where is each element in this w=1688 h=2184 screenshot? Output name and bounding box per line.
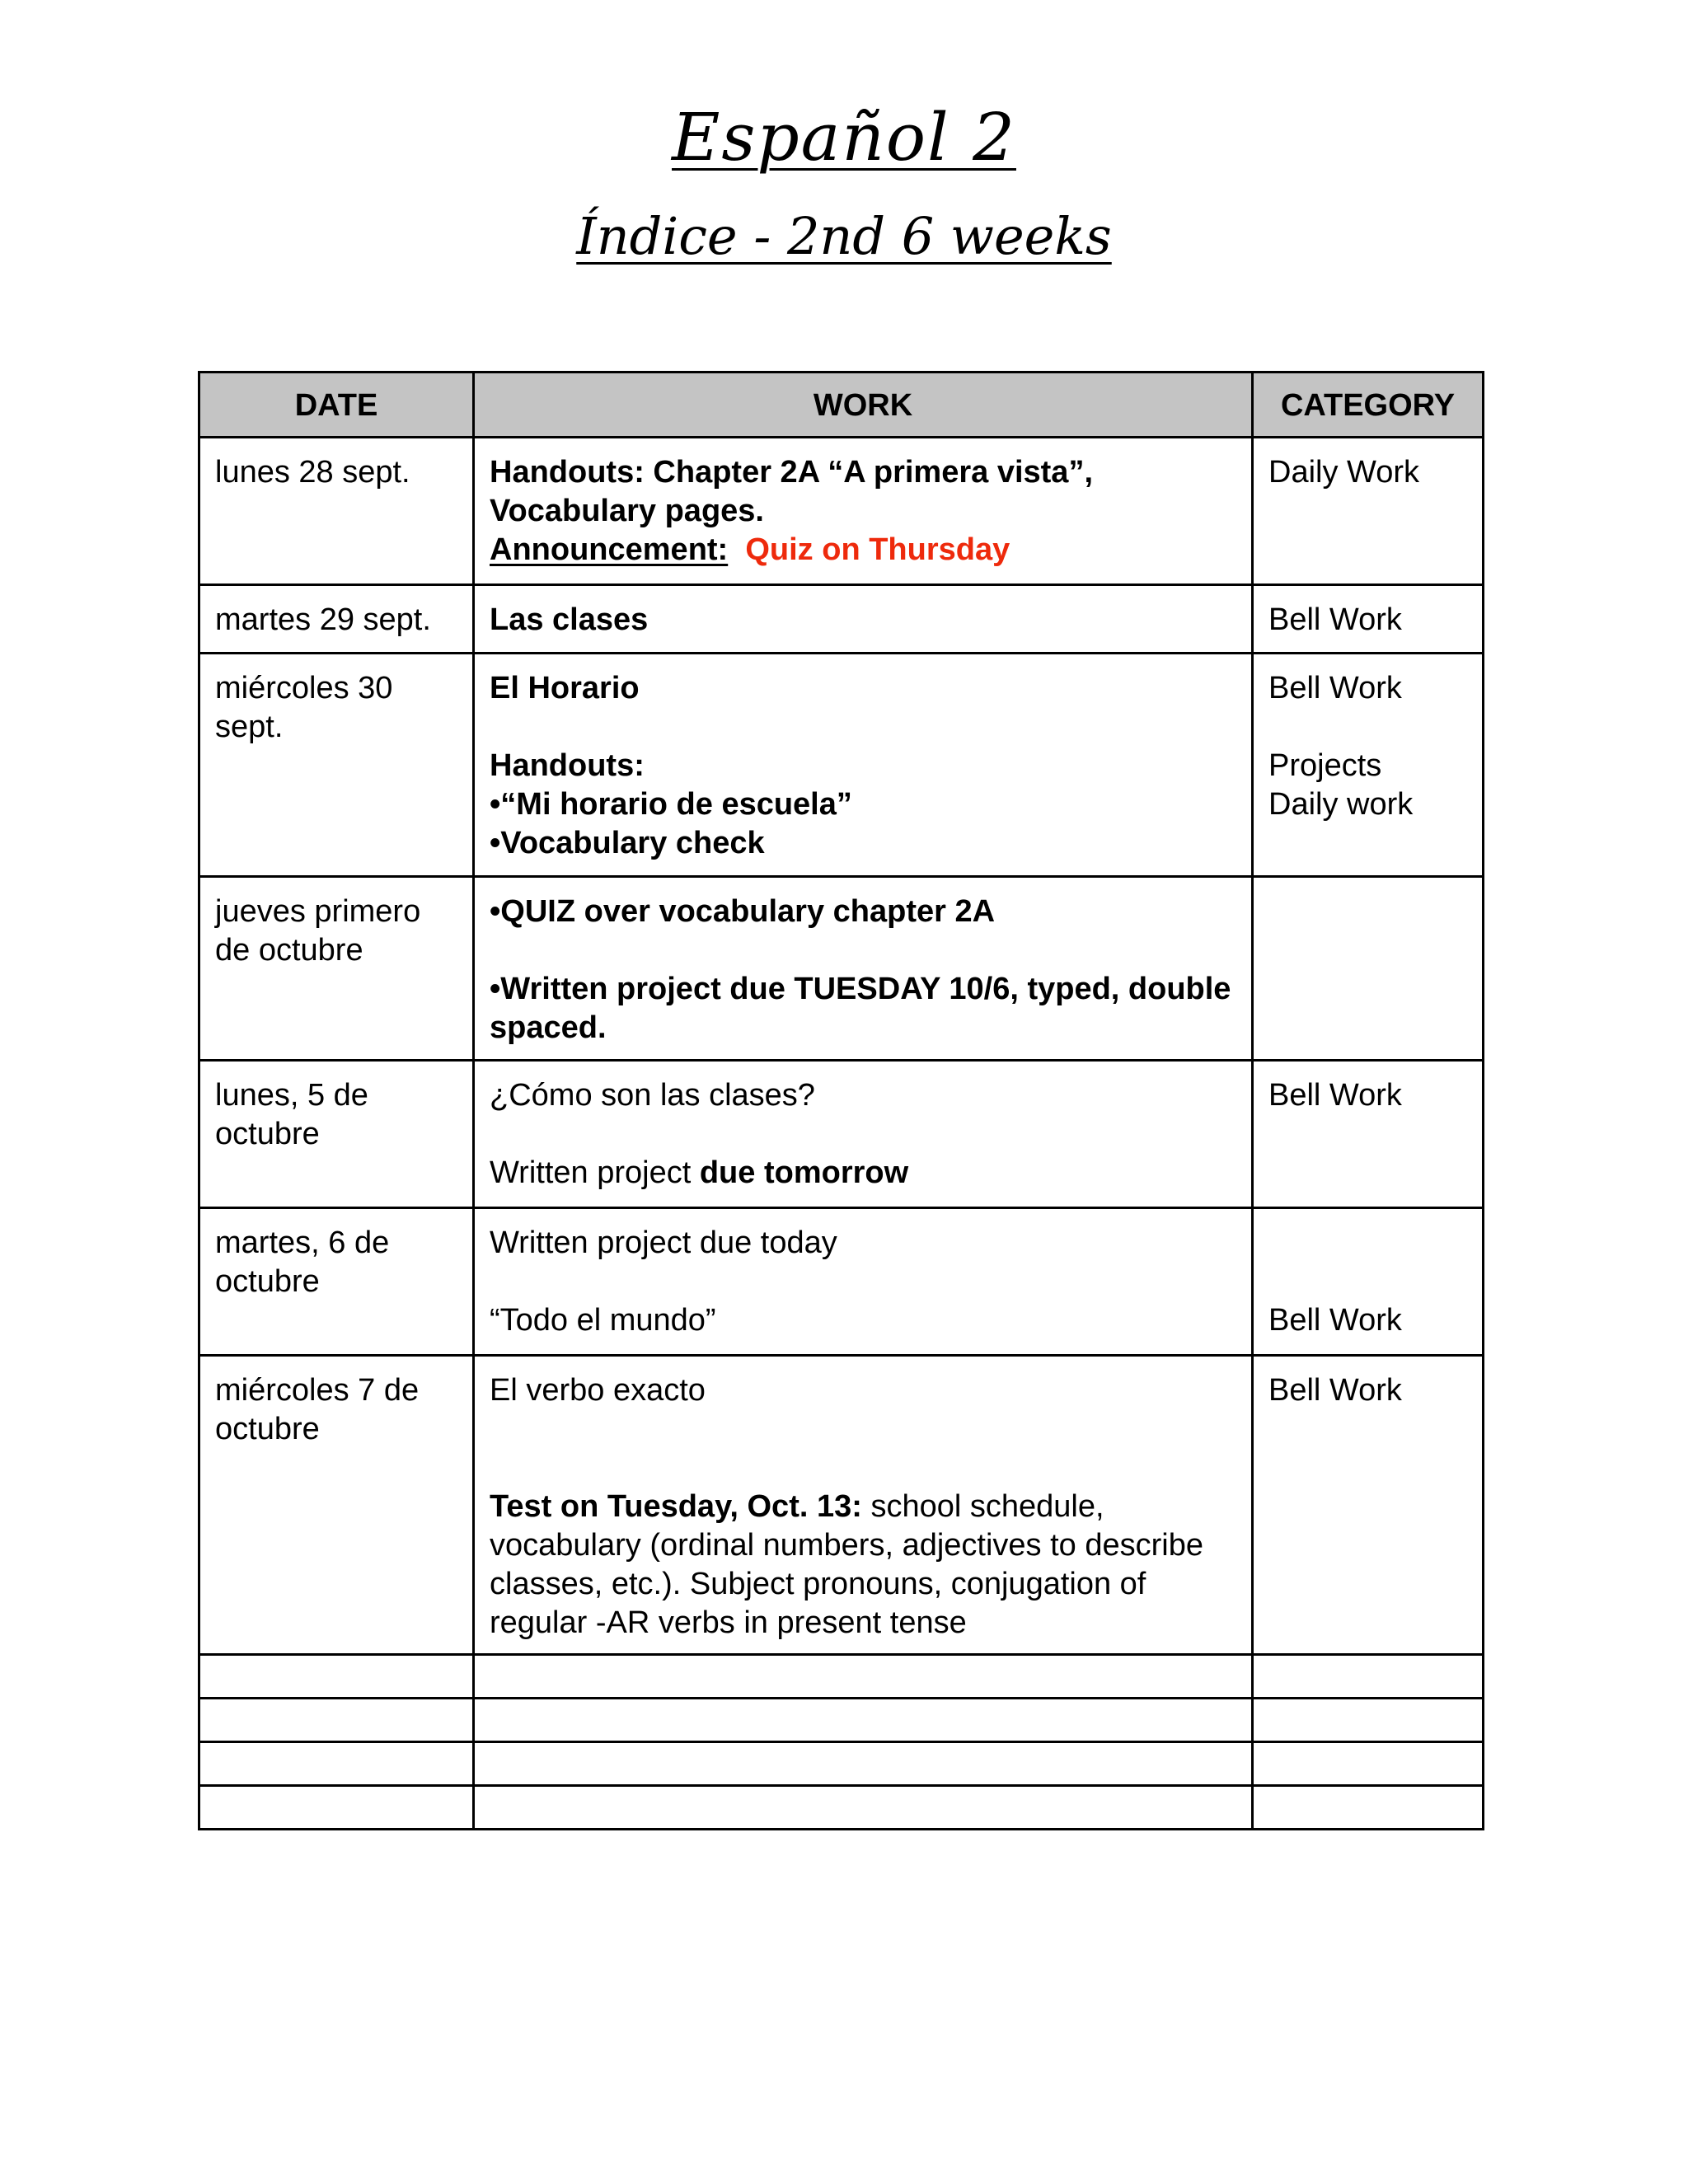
- date-cell: jueves primero de octubre: [199, 877, 474, 1061]
- index-table: [198, 371, 1484, 1830]
- table-row: [199, 585, 1484, 654]
- work-cell: [474, 1061, 1253, 1208]
- header-category: CATEGORY: [1253, 373, 1484, 438]
- work-text: •QUIZ over vocabulary chapter 2A: [490, 894, 996, 929]
- spacer: [490, 1410, 1236, 1488]
- date-cell: miércoles 30 sept.: [199, 654, 474, 877]
- empty-cell: [199, 1786, 474, 1830]
- empty-cell: [199, 1655, 474, 1699]
- spacer: [490, 931, 1236, 970]
- test-note: [490, 1488, 1236, 1643]
- test-text: school schedule, vocabulary (ordinal numbers, adjectives to describe classes, etc.). Subject pronouns, conjugation of regular -AR verbs in present tense: [490, 1489, 1203, 1640]
- empty-cell: [474, 1655, 1253, 1699]
- spacer: [490, 1115, 1236, 1154]
- empty-row: [199, 1742, 1484, 1786]
- work-text: Vocabulary pages.: [490, 494, 764, 528]
- empty-cell: [1253, 1786, 1484, 1830]
- test-label: Test on Tuesday, Oct. 13:: [490, 1489, 862, 1524]
- spacer: [490, 1263, 1236, 1301]
- work-text-bold: due tomorrow: [699, 1155, 909, 1190]
- empty-row: [199, 1655, 1484, 1699]
- page-subtitle: Índice - 2nd 6 weeks: [576, 206, 1112, 266]
- table-header-row: [199, 373, 1484, 438]
- announcement: [490, 531, 1236, 569]
- work-cell: [474, 1208, 1253, 1356]
- work-text: [490, 1154, 1236, 1193]
- empty-cell: [474, 1742, 1253, 1786]
- work-text: Written project due today: [490, 1226, 837, 1260]
- spacer: [1268, 1224, 1467, 1301]
- work-text: Handouts: Chapter 2A “A primera vista”,: [490, 455, 1094, 490]
- spacer: [490, 708, 1236, 747]
- empty-cell: [199, 1742, 474, 1786]
- empty-cell: [199, 1699, 474, 1742]
- empty-cell: [1253, 1655, 1484, 1699]
- date-cell: martes 29 sept.: [199, 585, 474, 654]
- announcement-label: Announcement:: [490, 532, 729, 567]
- work-text: ¿Cómo son las clases?: [490, 1078, 815, 1113]
- work-cell: [474, 654, 1253, 877]
- category-cell: Bell Work: [1253, 1061, 1484, 1208]
- work-text: El verbo exacto: [490, 1373, 706, 1408]
- category-cell: Daily Work: [1253, 438, 1484, 585]
- category-text: Bell Work: [1268, 1303, 1402, 1338]
- work-text: •Written project due TUESDAY 10/6, typed, double spaced.: [490, 972, 1231, 1045]
- table-row: [199, 1356, 1484, 1655]
- table-row: [199, 1061, 1484, 1208]
- spacer: [1268, 708, 1467, 747]
- table-row: [199, 654, 1484, 877]
- table-row: [199, 877, 1484, 1061]
- table-row: [199, 438, 1484, 585]
- category-cell: [1253, 877, 1484, 1061]
- work-text: “Todo el mundo”: [490, 1303, 716, 1338]
- header-date: DATE: [199, 373, 474, 438]
- category-cell: Bell Work: [1253, 1356, 1484, 1655]
- work-text: •“Mi horario de escuela”: [490, 787, 852, 822]
- work-cell: [474, 877, 1253, 1061]
- work-text: El Horario: [490, 671, 640, 705]
- work-text-plain: Written project: [490, 1155, 700, 1190]
- empty-cell: [474, 1786, 1253, 1830]
- category-cell: Bell Work: [1253, 585, 1484, 654]
- empty-row: [199, 1786, 1484, 1830]
- category-text: Bell Work: [1268, 671, 1402, 705]
- empty-cell: [1253, 1699, 1484, 1742]
- announcement-text: Quiz on Thursday: [745, 532, 1010, 567]
- header-work: WORK: [474, 373, 1253, 438]
- table-row: [199, 1208, 1484, 1356]
- category-cell: [1253, 1208, 1484, 1356]
- empty-cell: [474, 1699, 1253, 1742]
- date-cell: lunes, 5 de octubre: [199, 1061, 474, 1208]
- category-text: Daily work: [1268, 787, 1414, 822]
- work-cell: [474, 1356, 1253, 1655]
- category-text: Projects: [1268, 748, 1382, 783]
- empty-cell: [1253, 1742, 1484, 1786]
- date-cell: lunes 28 sept.: [199, 438, 474, 585]
- work-text: •Vocabulary check: [490, 826, 765, 860]
- work-cell: [474, 438, 1253, 585]
- category-cell: [1253, 654, 1484, 877]
- empty-row: [199, 1699, 1484, 1742]
- work-text: Handouts:: [490, 748, 645, 783]
- date-cell: miércoles 7 de octubre: [199, 1356, 474, 1655]
- page-title: Español 2: [672, 99, 1016, 176]
- date-cell: martes, 6 de octubre: [199, 1208, 474, 1356]
- work-cell: Las clases: [474, 585, 1253, 654]
